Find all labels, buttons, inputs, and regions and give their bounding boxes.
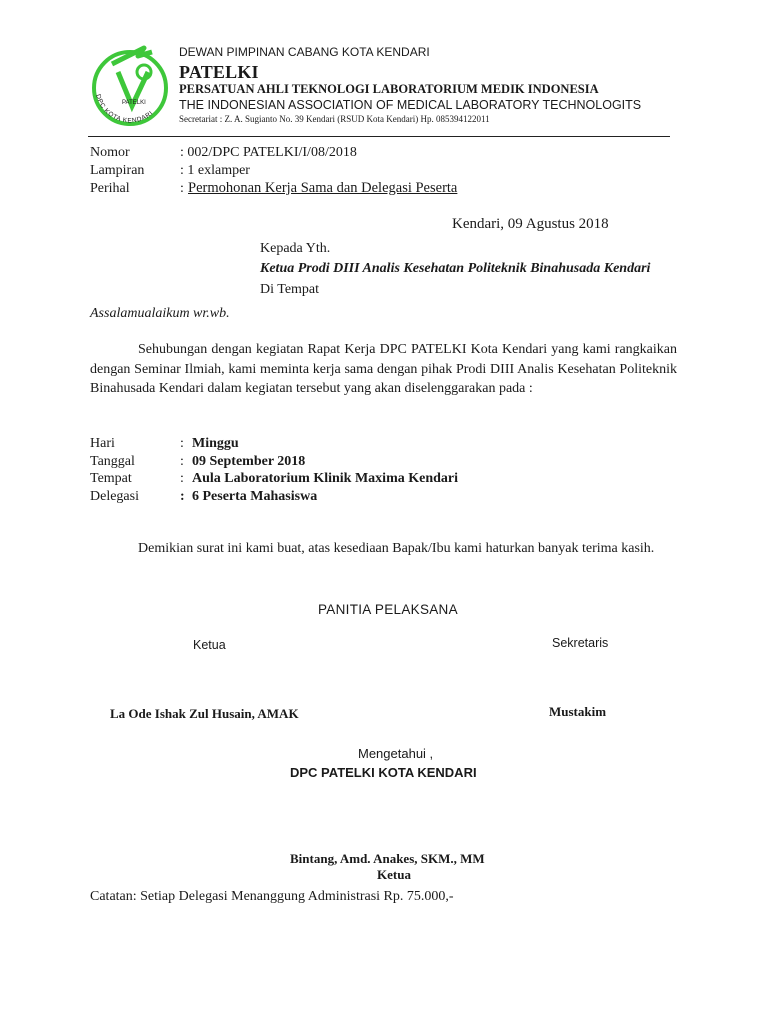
sekretaris-name: Mustakim <box>549 704 607 719</box>
ketua-title: Ketua <box>193 638 226 652</box>
acknowledging-org: DPC PATELKI KOTA KENDARI <box>290 765 477 780</box>
lampiran-label: Lampiran <box>90 163 145 178</box>
svg-text:DPC KOTA KENDARI <box>94 94 154 125</box>
logo-center-text: PATELKI <box>122 100 146 106</box>
ketua-name: La Ode Ishak Zul Husain, AMAK <box>110 706 299 721</box>
head-name: Bintang, Amd. Anakes, SKM., MM <box>290 851 485 866</box>
acknowledged-label: Mengetahui , <box>358 746 434 761</box>
sekretaris-title: Sekretaris <box>552 636 609 650</box>
perihal-value: Permohonan Kerja Sama dan Delegasi Peserta <box>188 180 458 196</box>
nomor-label: Nomor <box>90 145 130 160</box>
logo-ring-text: DPC KOTA KENDARI <box>94 93 155 125</box>
tempat-value: Aula Laboratorium Klinik Maxima Kendari <box>192 471 459 486</box>
org-full-name: PERSATUAN AHLI TEKNOLOGI LABORATORIUM MEDIK INDONESIA <box>179 82 599 96</box>
head-title: Ketua <box>377 867 411 882</box>
perihal-colon: : <box>180 181 184 196</box>
letter-date: Kendari, 09 Agustus 2018 <box>452 216 609 232</box>
delegasi-label: Delegasi <box>90 489 139 504</box>
tanggal-label: Tanggal <box>90 454 135 469</box>
recipient-salutation: Kepada Yth. <box>260 241 331 256</box>
body-paragraph-2: Demikian surat ini kami buat, atas kesediaan Bapak/Ibu kami haturkan banyak terima kasih. <box>138 541 655 556</box>
recipient-place: Di Tempat <box>260 282 320 297</box>
tempat-colon: : <box>180 471 184 486</box>
secretariat-address: Secretariat : Z. A. Sugianto No. 39 Kendari (RSUD Kota Kendari) Hp. 085394122011 <box>179 114 490 124</box>
committee-title: PANITIA PELAKSANA <box>318 602 458 617</box>
perihal-label: Perihal <box>90 181 130 196</box>
org-english-name: THE INDONESIAN ASSOCIATION OF MEDICAL LABORATORY TECHNOLOGITS <box>179 98 642 112</box>
body-paragraph-1: Sehubungan dengan kegiatan Rapat Kerja DPC PATELKI Kota Kendari yang kami rangkaikan dengan Seminar Ilmiah, kami meminta kerja sama dengan pihak Prodi DIII Analis Kesehatan Politeknik Binahusada Kendari dalam kegiatan tersebut yang akan diselenggarakan pada : <box>90 342 677 396</box>
tempat-label: Tempat <box>90 471 132 486</box>
patelki-logo-icon <box>88 42 172 130</box>
lampiran-value: : 1 exlamper <box>180 163 250 178</box>
delegasi-value: 6 Peserta Mahasiswa <box>192 489 318 504</box>
footnote: Catatan: Setiap Delegasi Menanggung Administrasi Rp. 75.000,- <box>90 889 454 904</box>
org-branch-line: DEWAN PIMPINAN CABANG KOTA KENDARI <box>179 45 430 59</box>
patelki-logo <box>88 42 172 130</box>
greeting: Assalamualaikum wr.wb. <box>90 306 230 321</box>
delegasi-colon: : <box>180 489 185 504</box>
hari-value: Minggu <box>192 436 239 451</box>
letterhead-divider <box>88 136 670 137</box>
tanggal-colon: : <box>180 454 184 469</box>
nomor-value: : 002/DPC PATELKI/I/08/2018 <box>180 145 357 160</box>
tanggal-value: 09 September 2018 <box>192 454 306 469</box>
hari-label: Hari <box>90 436 115 451</box>
org-name: PATELKI <box>179 62 259 82</box>
recipient-name: Ketua Prodi DIII Analis Kesehatan Politeknik Binahusada Kendari <box>260 261 651 276</box>
hari-colon: : <box>180 436 184 451</box>
